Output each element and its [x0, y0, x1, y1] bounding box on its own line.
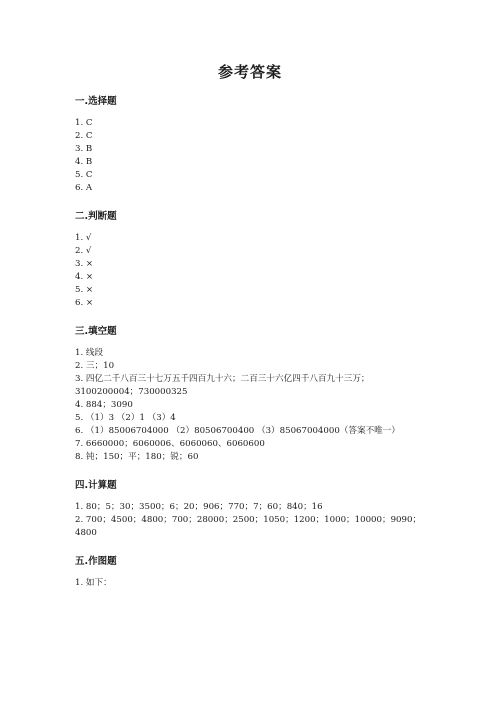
page-title: 参考答案 — [217, 63, 282, 81]
answer-line: 4. B — [75, 157, 93, 167]
section-heading-drawing: 五.作图题 — [75, 556, 117, 567]
answer-line: 4. 884；3090 — [75, 400, 133, 410]
answer-line: 6. × — [75, 298, 94, 308]
answer-line: 1. 如下： — [75, 578, 112, 588]
answer-line: 7. 6660000；6060006、6060060、6060600 — [75, 439, 265, 449]
answer-line: 4800 — [75, 528, 97, 538]
answer-line: 3. B — [75, 144, 93, 154]
answer-line: 5. C — [75, 170, 93, 180]
answer-line: 2. 700；4500；4800；700；28000；2500；1050；1200；1000；10000；9090； — [75, 515, 422, 525]
section-heading-judgement: 二.判断题 — [75, 211, 117, 222]
answer-line: 6. A — [75, 183, 93, 193]
answer-line: 6. （1）85006704000 （2）80506700400 （3）85067004000（答案不唯一） — [75, 426, 400, 436]
answer-line: 8. 钝；150；平；180；锐；60 — [75, 452, 199, 462]
answer-line: 1. 线段 — [75, 348, 104, 358]
answer-line: 2. C — [75, 131, 93, 141]
answer-line: 4. × — [75, 272, 94, 282]
answer-line: 3. 四亿二千八百三十七万五千四百九十六；二百三十六亿四千八百九十三万； — [75, 374, 370, 384]
answer-line: 1. C — [75, 118, 93, 128]
section-heading-choice: 一.选择题 — [75, 96, 117, 107]
answer-line: 5. × — [75, 285, 94, 295]
answer-line: 3. × — [75, 259, 94, 269]
answer-line: 5. （1）3 （2）1 （3）4 — [75, 413, 176, 423]
section-heading-calculation: 四.计算题 — [75, 480, 117, 491]
answer-line: 1. 80；5；30；3500；6；20；906；770；7；60；840；16 — [75, 502, 323, 512]
answer-line: 3100200004；730000325 — [75, 387, 188, 397]
section-heading-fill-in: 三.填空题 — [75, 326, 117, 337]
answer-line: 2. 三；10 — [75, 361, 115, 371]
answer-line: 2. √ — [75, 246, 92, 256]
answer-line: 1. √ — [75, 233, 92, 243]
